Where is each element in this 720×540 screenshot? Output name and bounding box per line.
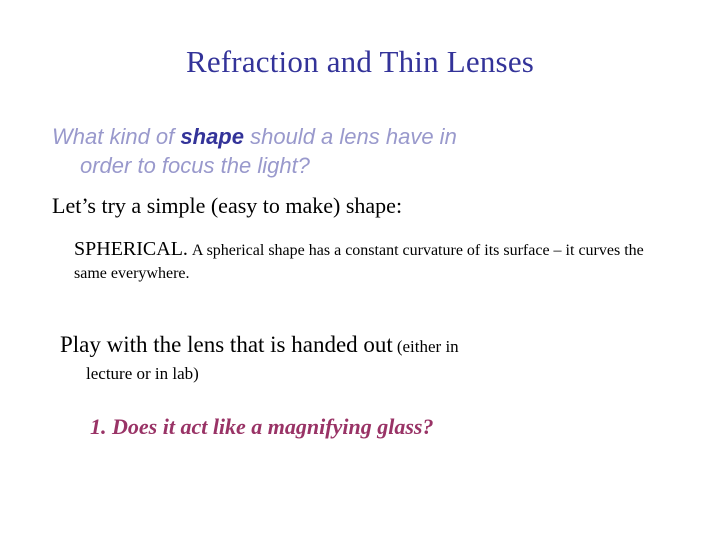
play-with-lens-paragraph (60, 330, 672, 360)
question-emphasis-shape: shape (180, 124, 244, 149)
numbered-question-1: 1. Does it act like a magnifying glass? (90, 413, 434, 439)
try-shape-line: Let’s try a simple (easy to make) shape: (52, 193, 403, 219)
spherical-description-cont: curvature of its surface – it curves the same everywhere. (74, 241, 644, 283)
spherical-label: SPHERICAL. (74, 237, 188, 260)
page-title: Refraction and Thin Lenses (185, 44, 535, 79)
question-second-line: order to focus the light? (80, 153, 310, 179)
play-with-lens-paren-cont: lecture or in lab) (86, 363, 199, 383)
spherical-paragraph (74, 235, 672, 286)
spherical-description: A spherical shape has a constant (191, 241, 399, 259)
play-with-lens-text: Play with the lens that is handed out (60, 331, 393, 357)
question-paragraph (52, 122, 672, 180)
slide-body (52, 122, 672, 440)
question-mid-text: should a lens have in (243, 124, 457, 149)
question-lead-text: What kind of (52, 124, 181, 149)
play-with-lens-paren: (either in (396, 336, 459, 356)
